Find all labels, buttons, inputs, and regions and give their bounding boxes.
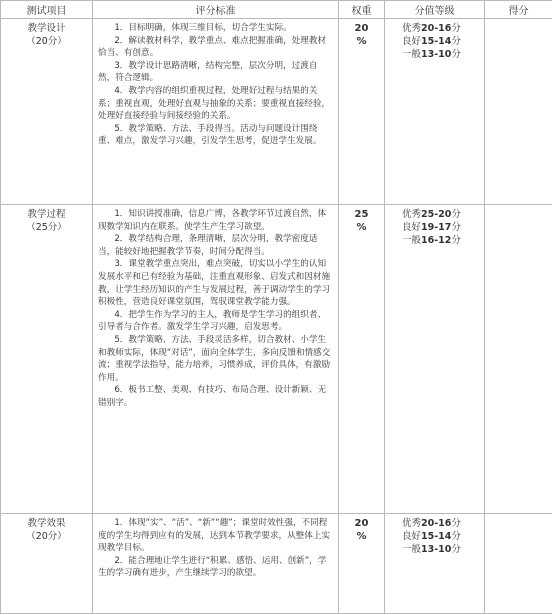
item-points: （20分） (26, 36, 67, 47)
header-criteria: 评分标准 (93, 1, 339, 19)
criterion: 2．解读教材科学，教学重点、难点把握准确，处理教材恰当、有创意。 (98, 35, 327, 59)
score-cell[interactable] (485, 19, 552, 205)
weight-value: 20 (354, 23, 369, 34)
header-test-item: 测试项目 (1, 1, 93, 19)
criterion: 2．能合理地让学生进行“积累、感悟、运用、创新”，学生的学习确有进步，产生继续学习的欲望。 (98, 555, 327, 579)
criterion: 4．教学内容的组织重视过程，处理好过程与结果的关系；重视直观，处理好直观与抽象的关系；要重视直接经验，处理好直接经验与间接经验的关系。 (98, 85, 331, 122)
item-cell (1, 205, 93, 514)
item-cell (1, 514, 93, 614)
grade-good: 良好15-14分 (402, 531, 461, 542)
header-weight: 权重 (339, 1, 385, 19)
grade-excellent: 优秀20-16分 (402, 23, 461, 34)
criterion: 5．教学策略、方法、手段灵活多样，切合教材、小学生和教师实际，体现“对话”，面向全体学生，多向反馈和情感交流；重视学法指导，能力培养，习惯养成，评价具体，有激励作用。 (98, 334, 331, 383)
item-name: 教学设计 (27, 23, 66, 34)
grade-average: 一般13-10分 (402, 544, 461, 555)
criterion: 3．课堂教学重点突出，难点突破，切实以小学生的认知发展水平和已有经验为基础，注重直观形象、启发式和因材施教，让学生经历知识的产生与发展过程，善于调动学生的学习积极性，营造良好课堂氛围，驾驭课堂教学能力强。 (98, 259, 331, 308)
weight-percent: % (356, 222, 367, 233)
criterion: 4．把学生作为学习的主人，教师是学生学习的组织者、引导者与合作者。激发学生学习兴趣，启发思考。 (98, 309, 327, 333)
weight-value: 25 (354, 209, 369, 220)
criterion: 1．知识讲授准确，信息广博，各教学环节过渡自然，体现数学知识内在联系。使学生产生学习欲望。 (98, 209, 327, 232)
item-points: （20分） (26, 531, 67, 542)
weight-cell (339, 205, 385, 514)
criterion: 2．教学结构合理，条理清晰，层次分明，教学密度适当，能较好地把握教学节奏，时间分配得当。 (98, 234, 318, 257)
weight-value: 20 (354, 518, 369, 529)
weight-percent: % (356, 36, 367, 47)
score-cell[interactable] (485, 514, 552, 614)
item-name: 教学过程 (27, 209, 66, 220)
header-grade-levels: 分值等级 (385, 1, 485, 19)
header-row (1, 1, 552, 19)
row-teaching-effect (1, 514, 552, 614)
weight-percent: % (356, 531, 367, 542)
grades-cell (385, 19, 485, 205)
grade-good: 良好19-17分 (402, 222, 461, 233)
grades-cell (385, 205, 485, 514)
criterion: 3．教学设计思路清晰，结构完整，层次分明，过渡自然，符合逻辑。 (98, 60, 318, 84)
criteria-cell (93, 205, 339, 514)
grade-average: 一般13-10分 (402, 49, 461, 60)
weight-cell (339, 19, 385, 205)
grades-cell (385, 514, 485, 614)
criterion: 6．板书工整、美观、有技巧、布局合理、设计新颖、无错别字。 (98, 385, 327, 408)
grade-excellent: 优秀25-20分 (402, 209, 461, 220)
criteria-cell (93, 19, 339, 205)
item-points: （25分） (26, 222, 67, 233)
grade-excellent: 优秀20-16分 (402, 518, 461, 529)
criterion: 5．教学策略、方法、手段得当。活动与问题设计围绕重、难点，激发学习兴趣，引发学生思考，促进学生发展。 (98, 123, 322, 147)
header-score: 得分 (485, 1, 552, 19)
criterion: 1．目标明确，体现三维目标，切合学生实际。 (114, 23, 292, 33)
item-name: 教学效果 (27, 518, 66, 529)
criteria-cell (93, 514, 339, 614)
grade-average: 一般16-12分 (402, 235, 461, 246)
score-cell[interactable] (485, 205, 552, 514)
item-cell (1, 19, 93, 205)
criterion: 1．体现“实”、“活”、“新”“趣”；课堂时效性强，不同程度的学生均得到应有的发展，达到本节教学要求，从整体上实现教学目标。 (98, 518, 331, 554)
row-teaching-process (1, 205, 552, 514)
weight-cell (339, 514, 385, 614)
grade-good: 良好15-14分 (402, 36, 461, 47)
row-teaching-design (1, 19, 552, 205)
